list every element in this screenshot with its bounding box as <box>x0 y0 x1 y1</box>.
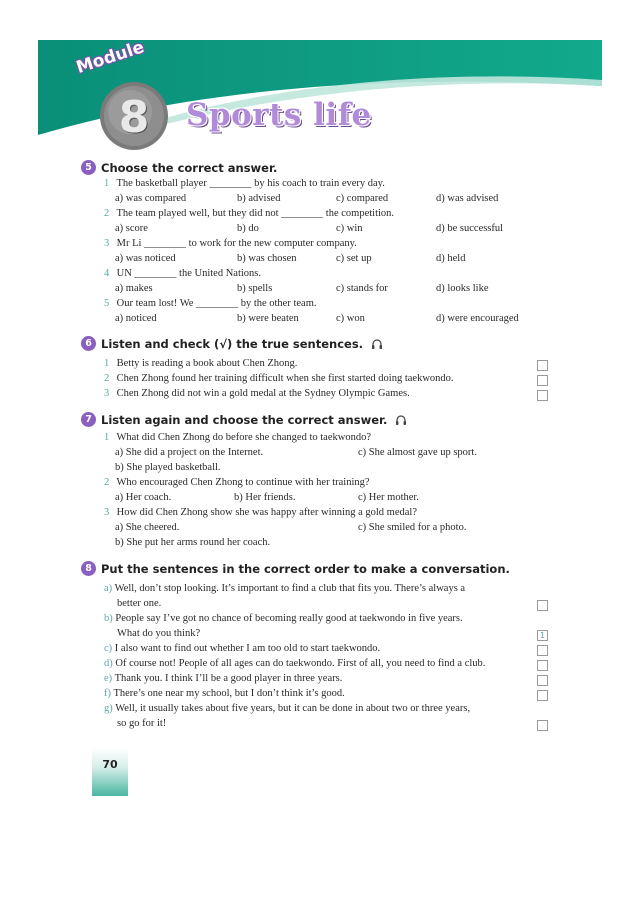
sentence-text: Well, don’t stop looking. It’s important to find a club that fits you. There’s always a <box>114 583 466 594</box>
option-a: a) She did a project on the Internet. <box>115 447 264 458</box>
option-d: d) were encouraged <box>436 313 519 324</box>
option-a: a) makes <box>115 283 153 294</box>
section-heading-text: Listen and check (√) the true sentences. <box>101 336 364 351</box>
option-b: b) was chosen <box>237 253 297 264</box>
conversation-line <box>104 582 465 596</box>
option-a: a) was noticed <box>115 253 176 264</box>
option-a: a) noticed <box>115 313 157 324</box>
question-number: 1 <box>104 432 110 443</box>
question-number: 2 <box>104 477 110 488</box>
page-number: 70 <box>102 758 118 771</box>
order-box[interactable] <box>537 690 548 701</box>
option-c: c) win <box>336 223 363 234</box>
conversation-line <box>104 672 342 686</box>
sentence-text: People say I’ve got no chance of becoming really good at taekwondo in five years. <box>115 613 463 624</box>
option-b: b) Her friends. <box>234 492 296 503</box>
order-box[interactable]: 1 <box>537 630 548 641</box>
option-a: a) score <box>115 223 148 234</box>
question-number: 3 <box>104 507 110 518</box>
sentence-letter: e) <box>104 673 113 684</box>
order-box[interactable] <box>537 660 548 671</box>
sentence-text-cont: better one. <box>117 598 162 609</box>
section-number-badge: 5 <box>81 160 96 175</box>
question-number: 1 <box>104 178 110 189</box>
conversation-line <box>104 612 463 626</box>
sentence-letter: g) <box>104 703 113 714</box>
question-text: Mr Li ________ to work for the new computer company. <box>116 238 357 249</box>
headphones-icon <box>371 338 383 350</box>
conversation-line <box>104 702 470 716</box>
option-c: c) stands for <box>336 283 388 294</box>
sentence-letter: f) <box>104 688 111 699</box>
page-title: Sports life <box>186 97 372 133</box>
question-text: What did Chen Zhong do before she changed to taekwondo? <box>116 432 371 443</box>
option-a: a) She cheered. <box>115 522 180 533</box>
conversation-line <box>104 642 380 656</box>
section-heading-text: Choose the correct answer. <box>101 160 278 175</box>
option-d: d) was advised <box>436 193 499 204</box>
section-heading-text: Put the sentences in the correct order to make a conversation. <box>101 561 510 576</box>
statement-text: Chen Zhong did not win a gold medal at the Sydney Olympic Games. <box>116 388 410 399</box>
sentence-letter: a) <box>104 583 113 594</box>
conversation-line <box>104 687 345 701</box>
option-c: c) Her mother. <box>358 492 419 503</box>
sentence-letter: d) <box>104 658 113 669</box>
order-box[interactable] <box>537 645 548 656</box>
option-b: b) She played basketball. <box>115 462 221 473</box>
option-c: c) She smiled for a photo. <box>358 522 467 533</box>
statement-number: 1 <box>104 358 110 369</box>
statement-row <box>104 357 297 371</box>
section-number-badge: 7 <box>81 412 96 427</box>
question-row <box>104 431 371 445</box>
check-box[interactable] <box>537 375 548 386</box>
section-7-heading <box>86 412 407 427</box>
question-number: 5 <box>104 298 110 309</box>
question-row <box>104 476 370 490</box>
statement-number: 3 <box>104 388 110 399</box>
page-number-tab <box>92 748 128 796</box>
question-row <box>104 237 357 251</box>
option-a: a) was compared <box>115 193 187 204</box>
question-text: Who encouraged Chen Zhong to continue with her training? <box>116 477 370 488</box>
statement-number: 2 <box>104 373 110 384</box>
sentence-letter: b) <box>104 613 113 624</box>
statement-text: Chen Zhong found her training difficult when she first started doing taekwondo. <box>116 373 454 384</box>
question-row <box>104 297 317 311</box>
section-number-badge: 6 <box>81 336 96 351</box>
section-8-heading <box>86 561 510 576</box>
option-d: d) held <box>436 253 466 264</box>
question-text: The basketball player ________ by his coach to train every day. <box>116 178 385 189</box>
section-heading-text: Listen again and choose the correct answer. <box>101 412 388 427</box>
question-number: 3 <box>104 238 110 249</box>
order-box[interactable] <box>537 720 548 731</box>
question-row <box>104 207 394 221</box>
conversation-line <box>104 657 485 671</box>
module-label: Module <box>73 37 147 78</box>
question-row <box>104 177 385 191</box>
sentence-text: There’s one near my school, but I don’t think it’s good. <box>113 688 345 699</box>
option-c: c) She almost gave up sport. <box>358 447 477 458</box>
question-row <box>104 267 261 281</box>
option-b: b) were beaten <box>237 313 299 324</box>
sentence-text: Well, it usually takes about five years, but it can be done in about two or three years, <box>115 703 471 714</box>
statement-row <box>104 387 410 401</box>
option-d: d) be successful <box>436 223 504 234</box>
option-b: b) She put her arms round her coach. <box>115 537 271 548</box>
order-box[interactable] <box>537 600 548 611</box>
module-number: 8 <box>118 92 150 143</box>
question-text: UN ________ the United Nations. <box>116 268 261 279</box>
option-a: a) Her coach. <box>115 492 172 503</box>
question-row <box>104 506 417 520</box>
question-number: 4 <box>104 268 110 279</box>
section-6-heading <box>86 336 383 351</box>
check-box[interactable] <box>537 390 548 401</box>
option-b: b) spells <box>237 283 273 294</box>
section-number-badge: 8 <box>81 561 96 576</box>
option-b: b) do <box>237 223 259 234</box>
sentence-text: I also want to find out whether I am too old to start taekwondo. <box>114 643 381 654</box>
option-d: d) looks like <box>436 283 489 294</box>
sentence-text-cont: so go for it! <box>117 718 167 729</box>
question-number: 2 <box>104 208 110 219</box>
option-c: c) won <box>336 313 365 324</box>
question-text: Our team lost! We ________ by the other team. <box>116 298 317 309</box>
check-box[interactable] <box>537 360 548 371</box>
option-c: c) compared <box>336 193 389 204</box>
sentence-text: Thank you. I think I’ll be a good player in three years. <box>114 673 343 684</box>
statement-row <box>104 372 454 386</box>
question-text: The team played well, but they did not ________ the competition. <box>116 208 395 219</box>
headphones-icon <box>395 414 407 426</box>
sentence-text: Of course not! People of all ages can do taekwondo. First of all, you need to find a club. <box>115 658 486 669</box>
sentence-letter: c) <box>104 643 113 654</box>
section-5-heading <box>86 160 277 175</box>
sentence-text-cont: What do you think? <box>117 628 201 639</box>
option-c: c) set up <box>336 253 372 264</box>
question-text: How did Chen Zhong show she was happy after winning a gold medal? <box>116 507 417 518</box>
option-b: b) advised <box>237 193 281 204</box>
order-box[interactable] <box>537 675 548 686</box>
statement-text: Betty is reading a book about Chen Zhong. <box>116 358 298 369</box>
